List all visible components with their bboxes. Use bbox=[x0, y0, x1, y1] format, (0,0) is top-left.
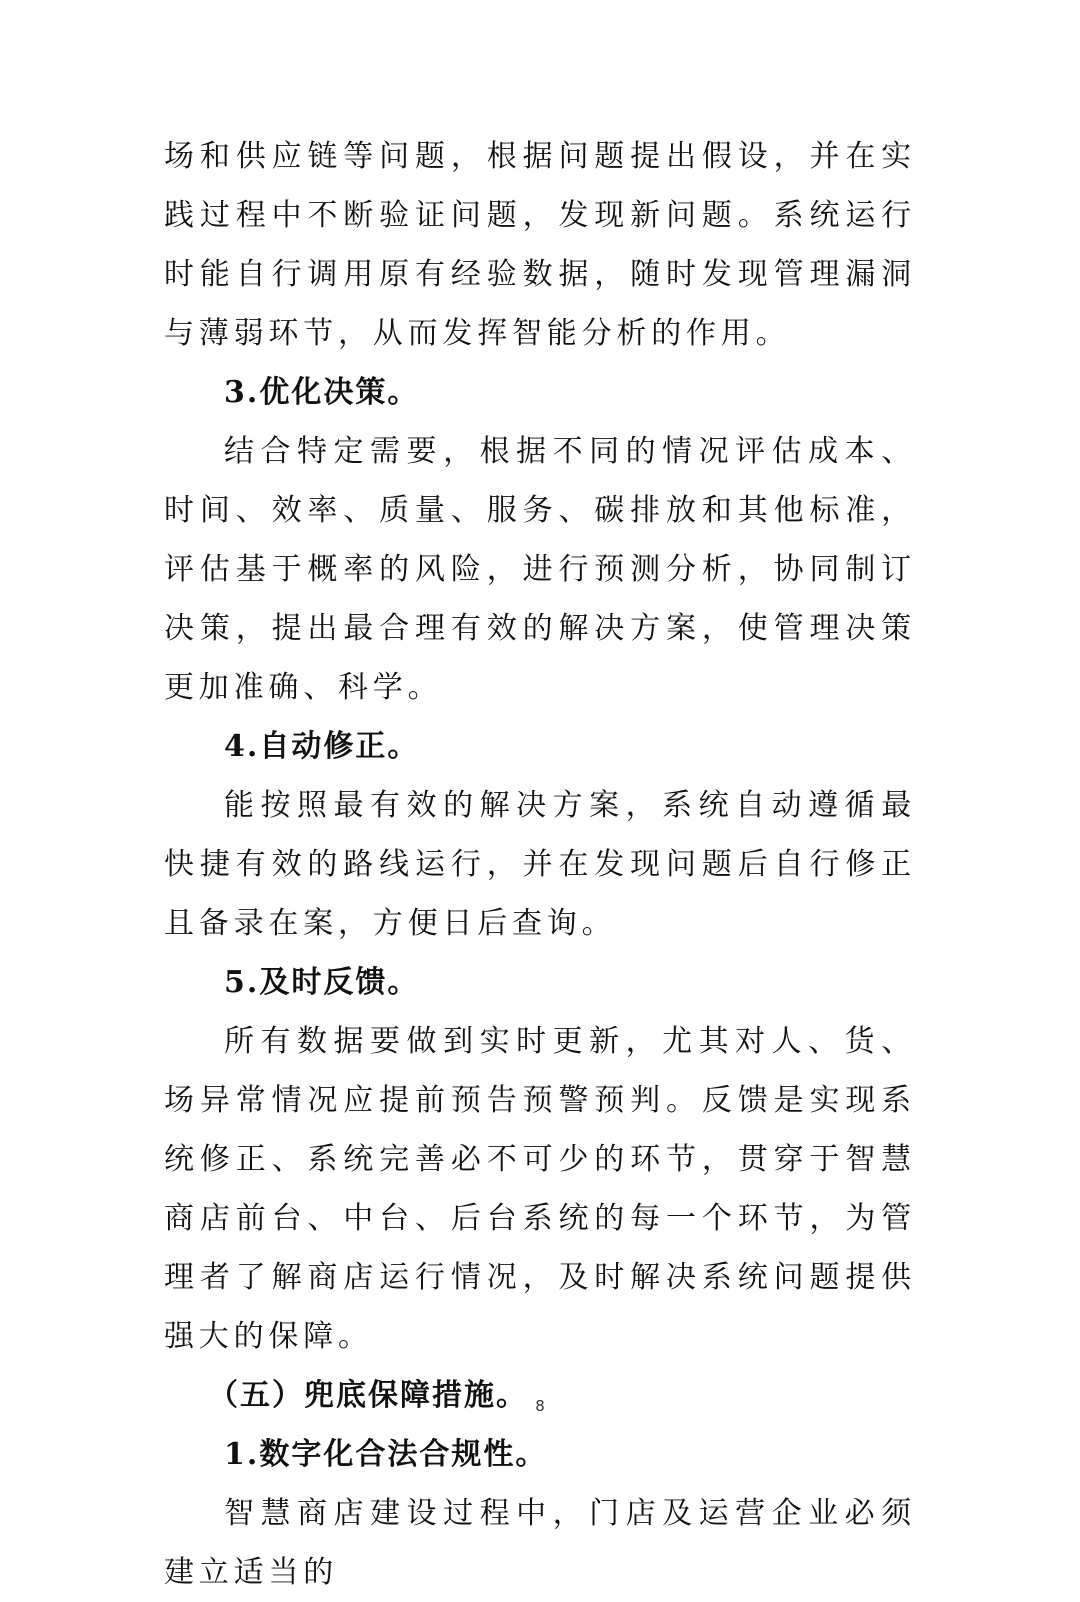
page-number: 8 bbox=[535, 1397, 545, 1415]
heading-timely-feedback: 5.及时反馈。 bbox=[224, 965, 420, 1000]
paragraph-intelligent-analysis-continued: 场和供应链等问题，根据问题提出假设，并在实践过程中不断验证问题，发现新问题。系统运行时能自行调用原有经验数据，随时发现管理漏洞与薄弱环节，从而发挥智能分析的作用。 bbox=[164, 139, 916, 351]
heading-auto-correction: 4.自动修正。 bbox=[224, 729, 420, 764]
heading-optimize-decision: 3.优化决策。 bbox=[224, 375, 420, 410]
paragraph-optimize-decision: 结合特定需要，根据不同的情况评估成本、时间、效率、质量、服务、碳排放和其他标准，评估基于概率的风险，进行预测分析，协同制订决策，提出最合理有效的解决方案，使管理决策更加准确、科学。 bbox=[164, 434, 916, 705]
page-body bbox=[164, 127, 916, 1602]
section-heading-safeguard-measures: （五）兜底保障措施。 bbox=[208, 1378, 528, 1413]
paragraph-digital-compliance: 智慧商店建设过程中，门店及运营企业必须建立适当的 bbox=[164, 1496, 916, 1590]
heading-digital-compliance: 1.数字化合法合规性。 bbox=[224, 1437, 548, 1472]
paragraph-timely-feedback: 所有数据要做到实时更新，尤其对人、货、场异常情况应提前预告预警预判。反馈是实现系统修正、系统完善必不可少的环节，贯穿于智慧商店前台、中台、后台系统的每一个环节，为管理者了解商店运行情况，及时解决系统问题提供强大的保障。 bbox=[164, 1024, 916, 1354]
paragraph-auto-correction: 能按照最有效的解决方案，系统自动遵循最快捷有效的路线运行，并在发现问题后自行修正且备录在案，方便日后查询。 bbox=[164, 788, 916, 941]
